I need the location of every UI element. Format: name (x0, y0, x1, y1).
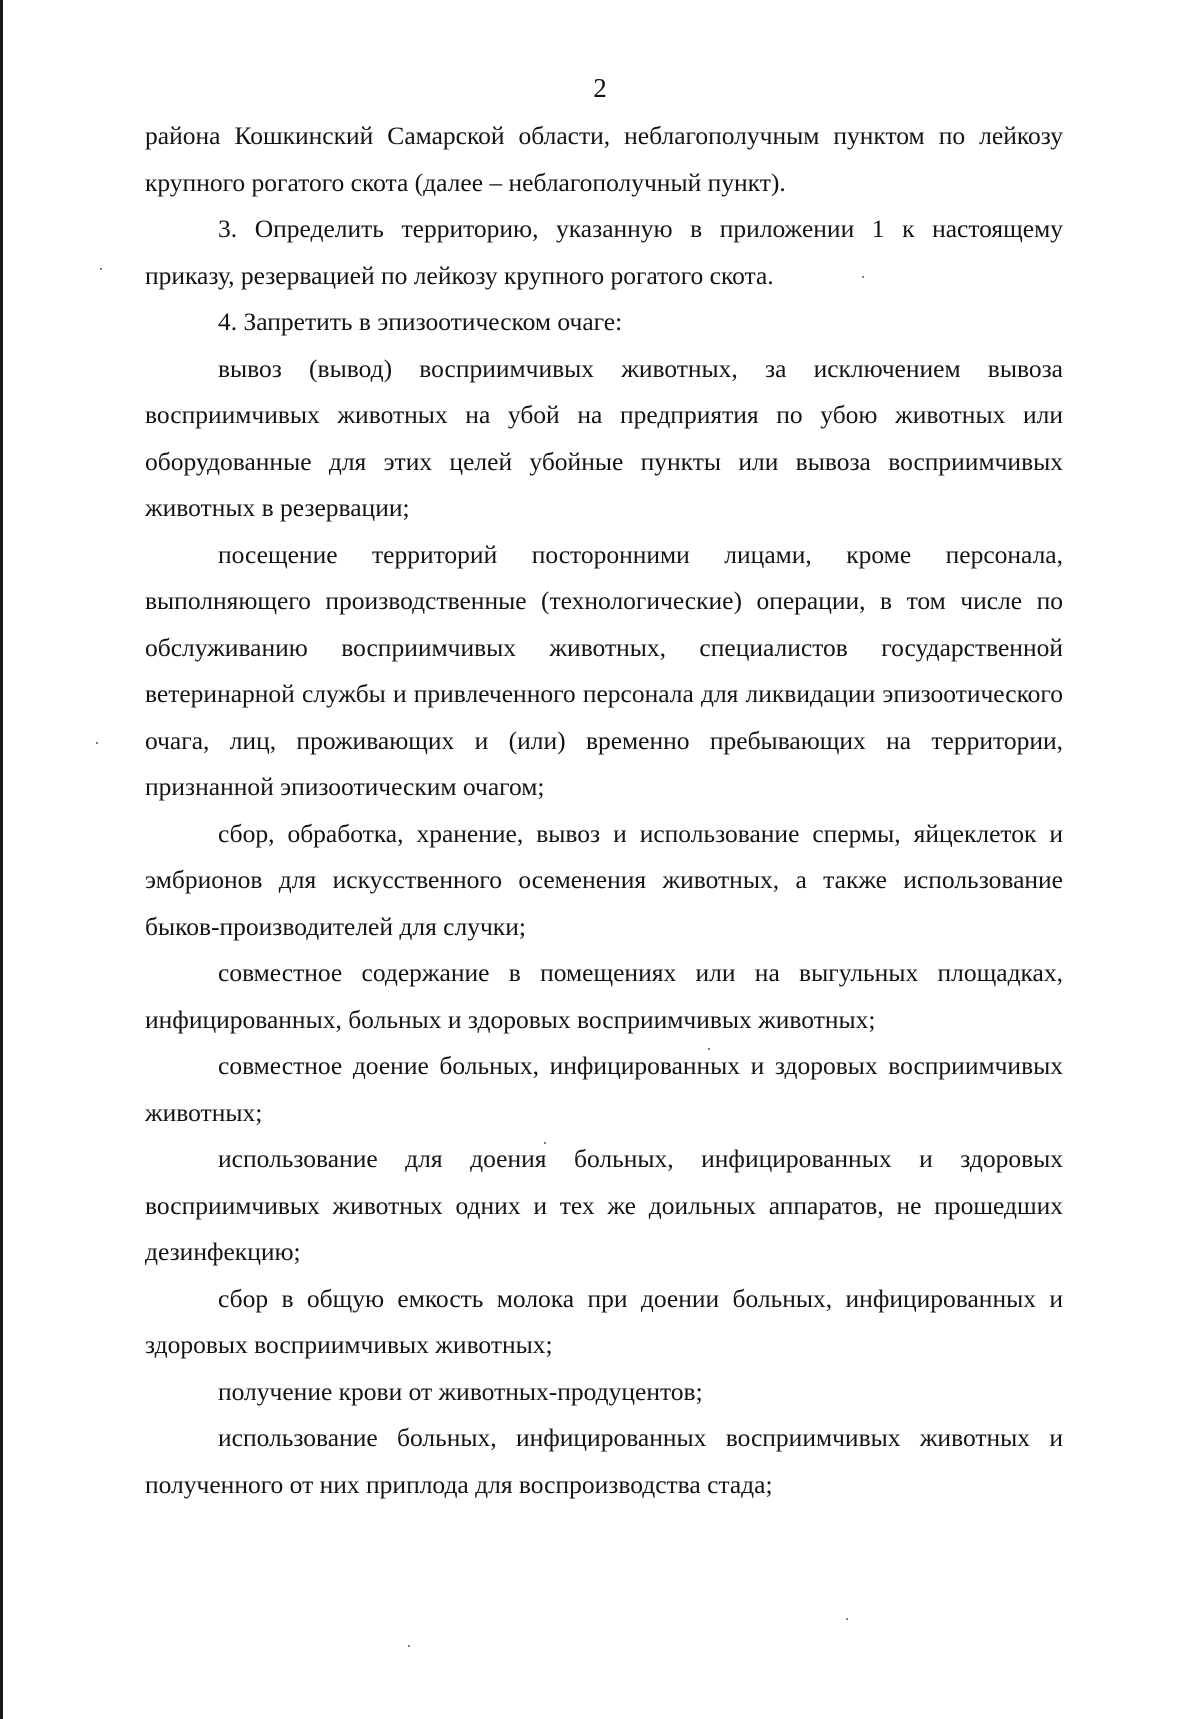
scan-speck (100, 268, 102, 270)
prohibition-visits: посещение территорий посторонними лицами, кроме персонала, выполняющего производственные (технологические) операции, в том числе по обслуживанию восприимчивых животных, специалистов государственной ветеринарной службы и привлеченного персонала для ликвидации эпизоотического очага, лиц, проживающих и (или) временно пребывающих на территории, признанной эпизоотическим очагом; (145, 539, 1063, 801)
document-body (145, 113, 1063, 1508)
scan-speck (408, 1645, 410, 1647)
scan-speck (96, 742, 98, 744)
prohibition-breeding-use: использование больных, инфицированных восприимчивых животных и полученного от них приплода для воспроизводства стада; (145, 1423, 1063, 1499)
paragraph-item-4-prohibitions: 4. Запретить в эпизоотическом очаге: (218, 307, 623, 336)
prohibition-common-milk-container: сбор в общую емкость молока при доении больных, инфицированных и здоровых восприимчивых животных; (145, 1283, 1063, 1359)
scan-speck (544, 1142, 546, 1144)
prohibition-semen-collection: сбор, обработка, хранение, вывоз и использование спермы, яйцеклеток и эмбрионов для искусственного осеменения животных, а также использование быков-производителей для случки; (145, 818, 1063, 941)
prohibition-blood-collection: получение крови от животных-продуцентов; (218, 1376, 703, 1406)
prohibition-joint-milking: совместное доение больных, инфицированных и здоровых восприимчивых животных; (145, 1051, 1063, 1127)
scan-speck (862, 276, 864, 278)
paragraph-district-designation: района Кошкинский Самарской области, неблагополучным пунктом по лейкозу крупного рогатого скота (далее – неблагополучный пункт). (145, 121, 1063, 197)
prohibition-shared-milking-machines: использование для доения больных, инфицированных и здоровых восприимчивых животных одних и тех же доильных аппаратов, не прошедших дезинфекцию; (145, 1144, 1063, 1266)
prohibition-joint-keeping: совместное содержание в помещениях или на выгульных площадках, инфицированных, больных и здоровых восприимчивых животных; (145, 958, 1063, 1034)
scan-speck (708, 1048, 710, 1050)
page-number: 2 (593, 73, 607, 103)
prohibition-export: вывоз (вывод) восприимчивых животных, за исключением вывоза восприимчивых животных на убой на предприятия по убою животных или оборудованные для этих целей убойные пункты или вывоза восприимчивых животных в резервации; (145, 353, 1063, 522)
scan-speck (846, 1618, 848, 1620)
scan-left-edge (0, 0, 3, 1719)
paragraph-item-3-reservation: 3. Определить территорию, указанную в приложении 1 к настоящему приказу, резервацией по лейкозу крупного рогатого скота. (145, 214, 1063, 290)
